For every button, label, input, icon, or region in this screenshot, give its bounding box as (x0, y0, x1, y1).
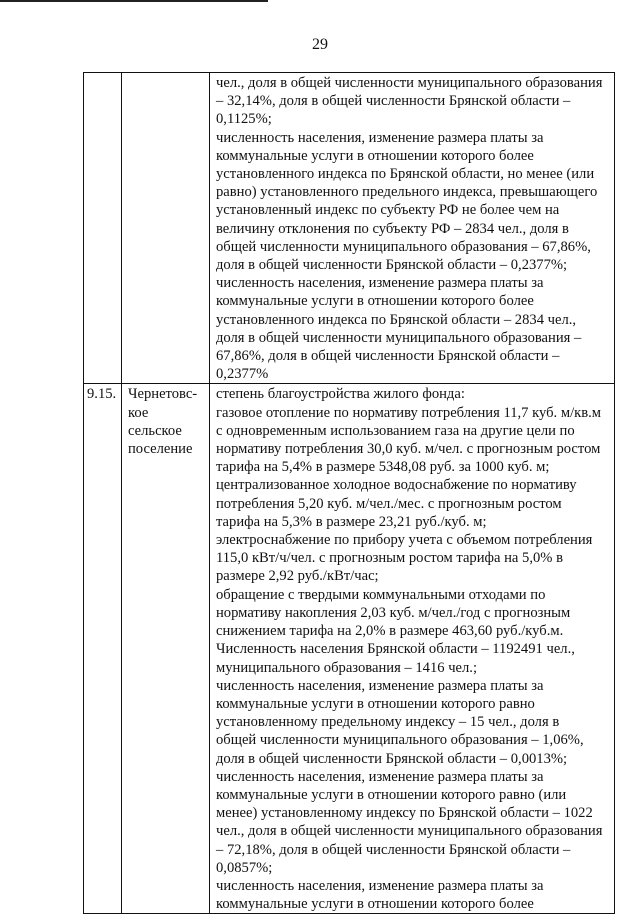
row-number-cell (84, 73, 122, 384)
table-row (84, 73, 615, 384)
text-line: равно) установленного предельного индекса, превышающего (216, 184, 598, 201)
text-line: централизованное холодное водоснабжение по нормативу (216, 477, 577, 494)
text-line: численность населения, изменение размера платы за (216, 275, 544, 292)
text-line: обращение с твердыми коммунальными отходами по (216, 586, 546, 603)
text-line: установленного индекса по Брянской области – 2834 чел., (216, 311, 577, 328)
text-line: доля в общей численности муниципального образования – (216, 329, 582, 346)
text-line: коммунальные услуги в отношении которого более (216, 293, 534, 310)
row-number-cell: 9.15. (84, 384, 122, 914)
text-line: чел., доля в общей численности муниципального образования (216, 823, 603, 840)
text-line: нормативу накопления 2,03 куб. м/чел./год с прогнозным (216, 604, 571, 621)
description-cell (210, 73, 615, 384)
text-line: нормативу потребления 30,0 куб. м/чел. с прогнозным ростом (216, 441, 601, 458)
text-line: потребления 5,20 куб. м/чел./мес. с прогнозным ростом (216, 495, 562, 512)
text-line: установленному предельному индексу – 15 чел., доля в (216, 714, 560, 731)
text-line: установленный индекс по субъекту РФ не более чем на (216, 202, 560, 219)
settlement-name-cell (122, 73, 210, 384)
table-row (84, 384, 615, 914)
text-line: численность населения, изменение размера платы за (216, 877, 544, 894)
text-line: доля в общей численности Брянской области – 0,2377%; (216, 257, 568, 274)
text-line: общей численности муниципального образования – 1,06%, (216, 732, 584, 749)
text-line: доля в общей численности Брянской области – 0,0013%; (216, 750, 568, 767)
text-line: величину отклонения по субъекту РФ – 2834 чел., доля в (216, 220, 569, 237)
text-line: муниципального образования – 1416 чел.; (216, 659, 478, 676)
text-line: тарифа на 5,4% в размере 5348,08 руб. за 1000 куб. м; (216, 459, 550, 476)
text-line: коммунальные услуги в отношении которого более (216, 896, 534, 913)
text-line: 0,1125%; (216, 111, 272, 128)
text-line: общей численности муниципального образования – 67,86%, (216, 238, 591, 255)
text-line: снижением тарифа на 2,0% в размере 463,60 руб./куб.м. (216, 623, 564, 640)
text-line: сельское (128, 422, 182, 439)
text-line: численность населения, изменение размера платы за (216, 768, 544, 785)
text-line: коммунальные услуги в отношении которого более (216, 147, 534, 164)
top-rule (0, 0, 268, 2)
text-line: 0,0857%; (216, 859, 273, 876)
text-line: кое (128, 404, 149, 421)
text-line: электроснабжение по прибору учета с объемом потребления (216, 532, 593, 549)
text-line: коммунальные услуги в отношении которого равно (или (216, 786, 567, 803)
text-line: с одновременным использованием газа на другие цели по (216, 422, 575, 439)
text-line: Численность населения Брянской области – 1192491 чел., (216, 641, 575, 658)
text-line: 67,86%, доля в общей численности Брянской области – (216, 348, 560, 365)
text-line: – 32,14%, доля в общей численности Брянской области – (216, 93, 571, 110)
settlement-name-cell (122, 384, 210, 914)
text-line: менее) установленному индексу по Брянской области – 1022 (216, 805, 593, 822)
text-line: степень благоустройства жилого фонда: (216, 386, 465, 403)
text-line: поселение (128, 441, 193, 458)
text-line: – 72,18%, доля в общей численности Брянской области – (216, 841, 571, 858)
text-line: численность населения, изменение размера платы за (216, 677, 544, 694)
text-line: 115,0 кВт/ч/чел. с прогнозным ростом тарифа на 5,0% в (216, 550, 563, 567)
text-line: газовое отопление по нормативу потребления 11,7 куб. м/кв.м (216, 404, 601, 421)
text-line: тарифа на 5,3% в размере 23,21 руб./куб. м; (216, 513, 487, 530)
text-line: размере 2,92 руб./кВт/час; (216, 568, 379, 585)
text-line: коммунальные услуги в отношении которого равно (216, 695, 535, 712)
municipal-table (83, 72, 615, 914)
text-line: 0,2377% (216, 366, 269, 383)
table-body (84, 73, 615, 914)
text-line: установленного индекса по Брянской области, но менее (или (216, 166, 595, 183)
text-line: численность населения, изменение размера платы за (216, 129, 544, 146)
text-line: Чернетовс- (128, 386, 198, 403)
text-line: чел., доля в общей численности муниципального образования (216, 75, 603, 91)
description-cell (210, 384, 615, 914)
page-number: 29 (312, 36, 328, 53)
